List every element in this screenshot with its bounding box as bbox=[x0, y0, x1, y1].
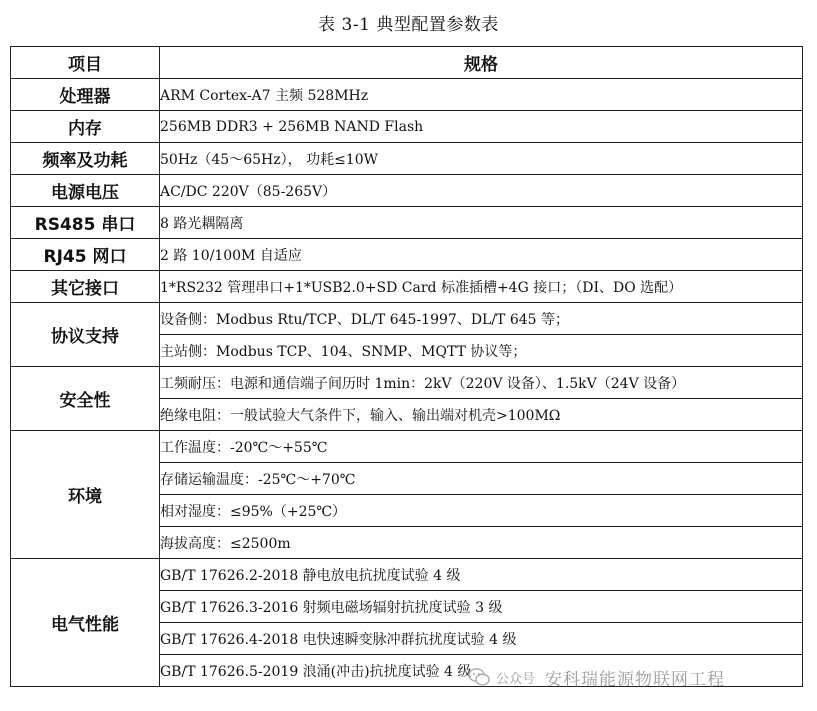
table-row bbox=[11, 79, 803, 111]
spec-cell: 相对湿度：≤95%（+25℃） bbox=[160, 495, 803, 527]
table-row bbox=[11, 271, 803, 303]
spec-cell: 2 路 10/100M 自适应 bbox=[160, 239, 803, 271]
spec-cell: 8 路光耦隔离 bbox=[160, 207, 803, 239]
spec-cell: 主站侧：Modbus TCP、104、SNMP、MQTT 协议等； bbox=[160, 335, 803, 367]
wechat-icon bbox=[468, 667, 490, 687]
item-cell: 环境 bbox=[11, 431, 160, 559]
table-row bbox=[11, 239, 803, 271]
spec-cell: 工频耐压：电源和通信端子间历时 1min：2kV（220V 设备）、1.5kV（24V 设备） bbox=[160, 367, 803, 399]
item-cell: 频率及功耗 bbox=[11, 143, 160, 175]
item-cell: 电源电压 bbox=[11, 175, 160, 207]
table-row bbox=[11, 143, 803, 175]
item-cell: RJ45 网口 bbox=[11, 239, 160, 271]
spec-cell: GB/T 17626.4-2018 电快速瞬变脉冲群抗扰度试验 4 级 bbox=[160, 623, 803, 655]
spec-table bbox=[10, 46, 803, 687]
item-cell: 协议支持 bbox=[11, 303, 160, 367]
item-cell: 安全性 bbox=[11, 367, 160, 431]
spec-cell: 存储运输温度：-25℃～+70℃ bbox=[160, 463, 803, 495]
header-item: 项目 bbox=[11, 47, 160, 79]
item-cell: 电气性能 bbox=[11, 559, 160, 687]
item-cell: 处理器 bbox=[11, 79, 160, 111]
spec-cell: ARM Cortex-A7 主频 528MHz bbox=[160, 79, 803, 111]
spec-cell: GB/T 17626.5-2019 浪涌(冲击)抗扰度试验 4 级 bbox=[160, 655, 803, 687]
header-spec: 规格 bbox=[160, 47, 803, 79]
table-row bbox=[11, 303, 803, 335]
spec-cell: 256MB DDR3 + 256MB NAND Flash bbox=[160, 111, 803, 143]
spec-cell: AC/DC 220V（85-265V） bbox=[160, 175, 803, 207]
table-row bbox=[11, 207, 803, 239]
spec-cell: GB/T 17626.2-2018 静电放电抗扰度试验 4 级 bbox=[160, 559, 803, 591]
table-row bbox=[11, 559, 803, 591]
spec-cell: 绝缘电阻：一般试验大气条件下，输入、输出端对机壳>100MΩ bbox=[160, 399, 803, 431]
watermark-prefix: 公众号 bbox=[496, 671, 536, 687]
item-cell: 内存 bbox=[11, 111, 160, 143]
item-cell: 其它接口 bbox=[11, 271, 160, 303]
spec-cell: 1*RS232 管理串口+1*USB2.0+SD Card 标准插槽+4G 接口；（DI、DO 选配） bbox=[160, 271, 803, 303]
watermark-name: 安科瑞能源物联网工程 bbox=[545, 669, 726, 690]
spec-cell: GB/T 17626.3-2016 射频电磁场辐射抗扰度试验 3 级 bbox=[160, 591, 803, 623]
spec-cell: 海拔高度：≤2500m bbox=[160, 527, 803, 559]
table-caption: 表 3-1 典型配置参数表 bbox=[318, 15, 499, 35]
table-row bbox=[11, 111, 803, 143]
watermark bbox=[468, 664, 725, 690]
table-header-row bbox=[11, 47, 803, 79]
spec-cell: 50Hz（45～65Hz）， 功耗≤10W bbox=[160, 143, 803, 175]
table-row bbox=[11, 367, 803, 399]
table-row bbox=[11, 431, 803, 463]
spec-cell: 工作温度：-20℃～+55℃ bbox=[160, 431, 803, 463]
table-row bbox=[11, 175, 803, 207]
spec-cell: 设备侧：Modbus Rtu/TCP、DL/T 645-1997、DL/T 645 等； bbox=[160, 303, 803, 335]
item-cell: RS485 串口 bbox=[11, 207, 160, 239]
